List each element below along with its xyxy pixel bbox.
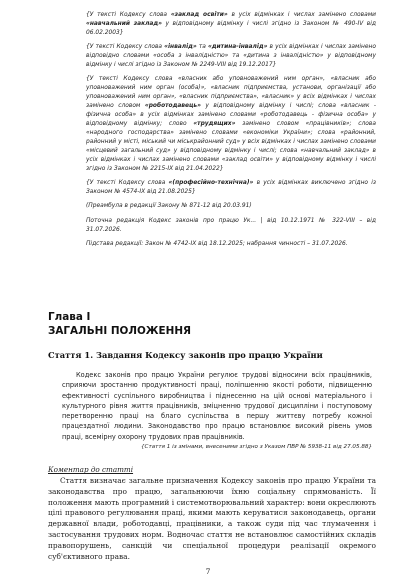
amendment-note: {У тексті Кодексу слова «заклад освіти» в усіх відмінках і числах замінено словами «навчальний заклад» у відповідному відмінку і числі згідно із Законом № 490-IV від 06.02.2003} bbox=[86, 12, 377, 36]
chapter-title: ЗАГАЛЬНІ ПОЛОЖЕННЯ bbox=[48, 325, 192, 337]
commentary-heading: Коментар до статті bbox=[48, 465, 134, 474]
article-text: Кодекс законів про працю України регулює трудові відносини всіх працівників, сприяючи зростанню продуктивності праці, поліпшенню якості роботи, підвищенню ефективності суспільного виробництва і піднесенню на цій основі матеріального і культурного рівня життя працівників, зміцненню трудової дисципліни і поступовому перетворенню праці на благо суспільства в першу життєву потребу кожної працездатної людини. Законодавство про працю встановлює високий рівень умов праці, всемірну охорону трудових прав працівників. bbox=[62, 371, 372, 441]
amendment-note: {У тексті Кодексу слова «інвалід» та «дитина-інвалід» в усіх відмінках і числах замінено відповідно словами «особа з інвалідністю» та «дитина з інвалідністю» у відповідному відмінку і числі згідно із Законом № 2249-VIII від 19.12.2017} bbox=[86, 44, 376, 69]
chapter-heading bbox=[48, 310, 191, 338]
current-edition-note: Поточна редакція Кодекс законів про працю Ук... | від 10.12.1971 № 322-VIII – від 31.07.2026. bbox=[86, 217, 376, 233]
edition-basis-note: Підстава редакції: Закон № 4742-IX від 18.12.2025; набрання чинності – 31.07.2026. bbox=[86, 240, 348, 247]
amendment-note: {У тексті Кодексу слова «(професійно-технічна)» в усіх відмінках виключено згідно із Законом № 4574-IX від 21.08.2025} bbox=[86, 179, 376, 195]
amendment-note: {У тексті Кодексу слова «власник або уповноважений ним орган», «власник або уповноважений ним орган (особа)», «власник підприємства, установи, організації або уповноважений ним орган», «власник підприємства», «власник» у всіх відмінках і числах замінено словом «роботодавець» у відповідному відмінку і числі; слова «власник - фізична особа» в усіх відмінках замінено словами «роботодавець - фізична особа» у відповідному відмінку; слово «трудящих» замінено словом «працівників»; слова «народного господарства» замінено словами «економіки України»; слова «районний, районний у місті, міський чи міськрайонний суд» у всіх відмінках і числах замінено словами «місцевий загальний суд» у відповідному відмінку і числі; слова «навчальний заклад» в усіх відмінках і числах замінено словами «заклад освіти» у відповідному відмінку і числі згідно із Законом № 2215-IX від 21.04.2022} bbox=[86, 76, 376, 172]
commentary-text: Стаття визначає загальне призначення Кодексу законів про працю України та законодавства про працю, загальнюючи їхню соціальну спрямованість. Її положення мають програмний і системотворювальний характер: вони окреслюють цілі правового регулювання праці, якими мають керуватися законодавець, органи державної влади, роботодавці, працівники, а також суди під час тлумачення і застосування трудових норм. Водночас стаття не встановлює самостійних складів правопорушень, санкцій чи спеціальної процедури реалізації окремого суб'єктивного права. bbox=[48, 476, 376, 561]
amendment-notes bbox=[86, 11, 376, 254]
article-text-block bbox=[62, 370, 372, 451]
preamble-note: (Преамбула в редакції Закону № 871-12 від 20.03.91) bbox=[86, 203, 252, 210]
chapter-number: Глава I bbox=[48, 311, 91, 323]
article-amendment-note: {Стаття 1 із змінами, внесеними згідно з Указом ПВР № 5938-11 від 27.05.88} bbox=[141, 444, 372, 451]
article-title: Стаття 1. Завдання Кодексу законів про працю України bbox=[48, 350, 323, 360]
page-number: 7 bbox=[205, 567, 211, 576]
